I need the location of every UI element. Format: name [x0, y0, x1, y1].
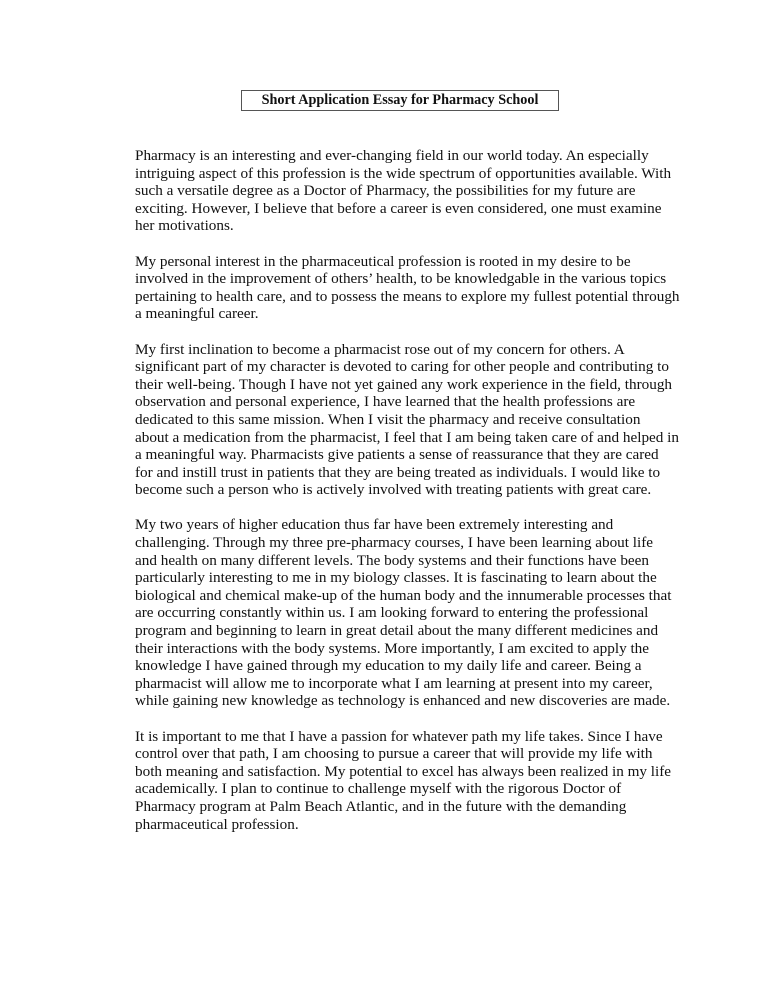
text-line: become such a person who is actively involved with treating patients with great care. — [135, 481, 652, 499]
paragraph — [135, 147, 695, 235]
text-line: intriguing aspect of this profession is the wide spectrum of opportunities available. With — [135, 164, 672, 182]
text-line: their well-being. Though I have not yet gained any work experience in the field, through — [135, 375, 673, 393]
text-line: involved in the improvement of others’ health, to be knowledgable in the various topics — [135, 270, 667, 288]
text-line: My personal interest in the pharmaceutical profession is rooted in my desire to be — [135, 252, 631, 270]
text-line: particularly interesting to me in my biology classes. It is fascinating to learn about the — [135, 569, 657, 587]
text-line: Pharmacy program at Palm Beach Atlantic, and in the future with the demanding — [135, 797, 627, 815]
text-line: such a versatile degree as a Doctor of Pharmacy, the possibilities for my future are — [135, 182, 636, 200]
text-line: her motivations. — [135, 217, 234, 235]
text-line: challenging. Through my three pre-pharmacy courses, I have been learning about life — [135, 534, 654, 552]
text-line: knowledge I have gained through my education to my daily life and career. Being a — [135, 657, 642, 675]
text-line: program and beginning to learn in great detail about the many different medicines and — [135, 622, 659, 640]
text-line: My two years of higher education thus far have been extremely interesting and — [135, 516, 614, 534]
text-line: control over that path, I am choosing to pursue a career that will provide my life with — [135, 745, 653, 763]
paragraph — [135, 341, 695, 499]
text-line: a meaningful career. — [135, 305, 259, 323]
paragraph — [135, 516, 695, 710]
text-line: pertaining to health care, and to possess the means to explore my fullest potential through — [135, 287, 680, 305]
text-line: a meaningful way. Pharmacists give patients a sense of reassurance that they are cared — [135, 446, 659, 464]
text-line: significant part of my character is devoted to caring for other people and contributing to — [135, 358, 669, 376]
text-line: for and instill trust in patients that they are being treated as individuals. I would like to — [135, 463, 661, 481]
paragraph — [135, 728, 695, 834]
text-line: about a medication from the pharmacist, I feel that I am being taken care of and helped in — [135, 428, 679, 446]
text-line: Pharmacy is an interesting and ever-changing field in our world today. An especially — [135, 147, 649, 164]
essay-title: Short Application Essay for Pharmacy School — [241, 90, 559, 111]
text-line: while gaining new knowledge as technology is enhanced and new discoveries are made. — [135, 692, 671, 710]
text-line: exciting. However, I believe that before a career is even considered, one must examine — [135, 199, 662, 217]
text-line: are occurring constantly within us. I am looking forward to entering the professional — [135, 604, 649, 622]
text-line: observation and personal experience, I have learned that the health professions are — [135, 393, 636, 411]
text-line: academically. I plan to continue to challenge myself with the rigorous Doctor of — [135, 780, 622, 798]
text-line: pharmacist will allow me to incorporate what I am learning at present into my career, — [135, 674, 653, 692]
text-line: both meaning and satisfaction. My potential to excel has always been realized in my life — [135, 762, 672, 780]
paragraph — [135, 253, 695, 323]
text-line: My first inclination to become a pharmacist rose out of my concern for others. A — [135, 340, 625, 358]
essay-body — [135, 147, 695, 851]
text-line: and health on many different levels. The body systems and their functions have been — [135, 551, 649, 569]
text-line: It is important to me that I have a passion for whatever path my life takes. Since I have — [135, 727, 663, 745]
text-line: biological and chemical make-up of the human body and the innumerable processes that — [135, 586, 672, 604]
text-line: pharmaceutical profession. — [135, 815, 299, 833]
text-line: dedicated to this same mission. When I visit the pharmacy and receive consultation — [135, 410, 641, 428]
text-line: their interactions with the body systems. More importantly, I am excited to apply the — [135, 639, 650, 657]
